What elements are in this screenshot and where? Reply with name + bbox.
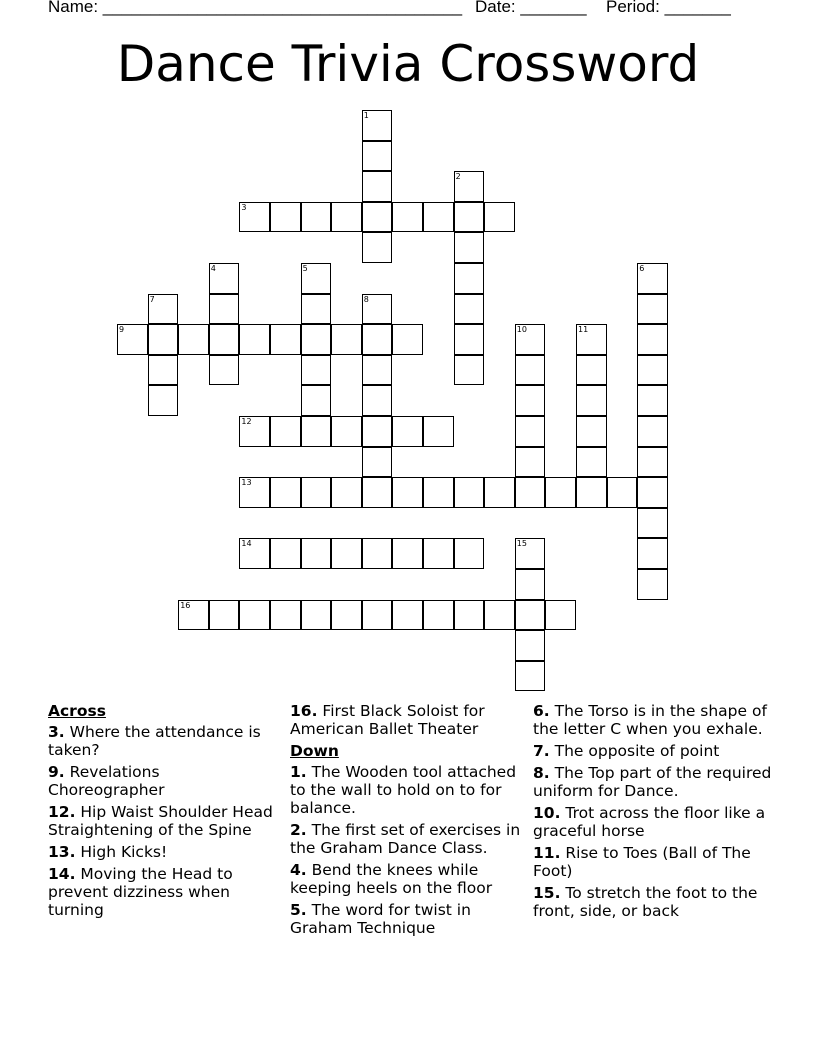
crossword-cell[interactable]: [515, 385, 546, 416]
down-heading: Down: [290, 742, 339, 760]
crossword-cell[interactable]: [454, 324, 485, 355]
page-title: Dance Trivia Crossword: [116, 35, 700, 93]
crossword-cell[interactable]: [331, 416, 362, 447]
date-field[interactable]: Date: _______: [475, 0, 587, 16]
crossword-cell[interactable]: [545, 477, 576, 508]
crossword-cell[interactable]: [576, 477, 607, 508]
crossword-cell[interactable]: [454, 202, 485, 233]
clue-down-6: 6. The Torso is in the shape of the letter C when you exhale.: [533, 702, 767, 738]
cell-number: 4: [210, 264, 216, 273]
crossword-cell[interactable]: [209, 294, 240, 325]
crossword-cell[interactable]: [637, 355, 668, 386]
crossword-cell[interactable]: [301, 600, 332, 631]
crossword-cell[interactable]: [331, 477, 362, 508]
crossword-cell[interactable]: [239, 538, 270, 569]
crossword-cell[interactable]: [515, 324, 546, 355]
crossword-cell[interactable]: [362, 416, 393, 447]
crossword-cell[interactable]: [515, 630, 546, 661]
clue-down-4: 4. Bend the knees while keeping heels on the floor: [290, 861, 493, 897]
crossword-cell[interactable]: [239, 600, 270, 631]
crossword-cell[interactable]: [392, 416, 423, 447]
crossword-cell[interactable]: [331, 324, 362, 355]
cell-number: 5: [302, 264, 308, 273]
cell-number: 10: [516, 325, 527, 335]
crossword-cell[interactable]: [423, 600, 454, 631]
crossword-cell[interactable]: [637, 447, 668, 478]
crossword-cell[interactable]: [423, 416, 454, 447]
crossword-cell[interactable]: [239, 324, 270, 355]
cell-number: 14: [241, 539, 252, 549]
crossword-cell[interactable]: [454, 477, 485, 508]
crossword-cell[interactable]: [148, 355, 179, 386]
crossword-cell[interactable]: [576, 324, 607, 355]
crossword-cell[interactable]: [148, 385, 179, 416]
clue-column-middle: [290, 702, 526, 941]
crossword-cell[interactable]: [362, 355, 393, 386]
crossword-cell[interactable]: [362, 600, 393, 631]
crossword-cell[interactable]: [301, 263, 332, 294]
crossword-cell[interactable]: [362, 538, 393, 569]
cell-number: 2: [455, 172, 461, 182]
crossword-cell[interactable]: [637, 508, 668, 539]
crossword-cell[interactable]: [576, 355, 607, 386]
cell-number: 1: [363, 111, 369, 120]
crossword-cell[interactable]: [454, 355, 485, 386]
crossword-cell[interactable]: [637, 385, 668, 416]
crossword-cell[interactable]: [515, 600, 546, 631]
crossword-cell[interactable]: [301, 202, 332, 233]
crossword-cell[interactable]: [362, 324, 393, 355]
clue-across-14: 14. Moving the Head to prevent dizziness when turning: [48, 865, 233, 919]
crossword-cell[interactable]: [362, 171, 393, 202]
crossword-cell[interactable]: [576, 447, 607, 478]
crossword-cell[interactable]: [484, 600, 515, 631]
crossword-cell[interactable]: [239, 202, 270, 233]
crossword-cell[interactable]: [637, 294, 668, 325]
crossword-cell[interactable]: [423, 538, 454, 569]
crossword-cell[interactable]: [270, 202, 301, 233]
clue-down-1: 1. The Wooden tool attached to the wall to hold on to for balance.: [290, 763, 517, 817]
crossword-cell[interactable]: [392, 538, 423, 569]
across-heading: Across: [48, 702, 106, 720]
crossword-cell[interactable]: [515, 538, 546, 569]
crossword-cell[interactable]: [209, 324, 240, 355]
crossword-cell[interactable]: [454, 600, 485, 631]
crossword-cell[interactable]: [239, 416, 270, 447]
crossword-cell[interactable]: [331, 202, 362, 233]
crossword-cell[interactable]: [392, 202, 423, 233]
crossword-cell[interactable]: [117, 324, 148, 355]
crossword-cell[interactable]: [209, 600, 240, 631]
crossword-cell[interactable]: [148, 324, 179, 355]
crossword-cell[interactable]: [454, 232, 485, 263]
clue-column-right: [533, 702, 773, 924]
crossword-cell[interactable]: [362, 232, 393, 263]
crossword-cell[interactable]: [607, 477, 638, 508]
crossword-cell[interactable]: [392, 324, 423, 355]
crossword-cell[interactable]: [362, 202, 393, 233]
crossword-cell[interactable]: [270, 538, 301, 569]
clue-down-8: 8. The Top part of the required uniform for Dance.: [533, 764, 772, 800]
crossword-cell[interactable]: [515, 661, 546, 692]
crossword-cell[interactable]: [209, 355, 240, 386]
cell-number: 9: [119, 325, 125, 335]
cell-number: 12: [241, 417, 252, 426]
crossword-cell[interactable]: [362, 110, 393, 141]
crossword-cell[interactable]: [301, 416, 332, 447]
crossword-cell[interactable]: [270, 416, 301, 447]
cell-number: 6: [639, 264, 645, 273]
crossword-cell[interactable]: [576, 385, 607, 416]
clue-across-3: 3. Where the attendance is taken?: [48, 723, 261, 759]
crossword-cell[interactable]: [362, 294, 393, 325]
crossword-cell[interactable]: [637, 324, 668, 355]
crossword-cell[interactable]: [454, 171, 485, 202]
crossword-cell[interactable]: [270, 324, 301, 355]
cell-number: 8: [363, 294, 369, 304]
cell-number: 3: [241, 202, 247, 212]
clue-column-left: [48, 702, 273, 923]
crossword-cell[interactable]: [576, 416, 607, 447]
crossword-cell[interactable]: [301, 385, 332, 416]
cell-number: 11: [578, 325, 589, 335]
clue-down-7: 7. The opposite of point: [533, 742, 720, 760]
clue-down-15: 15. To stretch the foot to the front, side, or back: [533, 884, 758, 920]
crossword-cell[interactable]: [301, 477, 332, 508]
crossword-cell[interactable]: [515, 416, 546, 447]
crossword-cell[interactable]: [637, 538, 668, 569]
crossword-cell[interactable]: [301, 355, 332, 386]
clue-across-13: 13. High Kicks!: [48, 843, 168, 861]
crossword-cell[interactable]: [637, 569, 668, 600]
crossword-cell[interactable]: [545, 600, 576, 631]
cell-number: 7: [149, 294, 155, 304]
crossword-cell[interactable]: [331, 600, 362, 631]
cell-number: 16: [180, 600, 191, 610]
period-field[interactable]: Period: _______: [606, 0, 731, 16]
clue-across-12: 12. Hip Waist Shoulder Head Straightening of the Spine: [48, 803, 273, 839]
crossword-cell[interactable]: [209, 263, 240, 294]
crossword-cell[interactable]: [423, 202, 454, 233]
crossword-cell[interactable]: [637, 416, 668, 447]
crossword-cell[interactable]: [362, 141, 393, 172]
crossword-cell[interactable]: [362, 447, 393, 478]
crossword-cell[interactable]: [178, 600, 209, 631]
crossword-cell[interactable]: [484, 477, 515, 508]
crossword-cell[interactable]: [454, 294, 485, 325]
crossword-cell[interactable]: [362, 385, 393, 416]
crossword-cell[interactable]: [515, 355, 546, 386]
crossword-cell[interactable]: [484, 202, 515, 233]
crossword-cell[interactable]: [423, 477, 454, 508]
clue-down-10: 10. Trot across the floor like a graceful horse: [533, 804, 766, 840]
crossword-cell[interactable]: [148, 294, 179, 325]
name-field[interactable]: Name: ______________________________________: [48, 0, 463, 16]
crossword-cell[interactable]: [301, 324, 332, 355]
crossword-cell[interactable]: [301, 294, 332, 325]
crossword-cell[interactable]: [270, 477, 301, 508]
crossword-cell[interactable]: [239, 477, 270, 508]
crossword-cell[interactable]: [270, 600, 301, 631]
clue-down-11: 11. Rise to Toes (Ball of The Foot): [533, 844, 751, 880]
crossword-cell[interactable]: [178, 324, 209, 355]
crossword-cell[interactable]: [637, 263, 668, 294]
crossword-cell[interactable]: [301, 538, 332, 569]
crossword-cell[interactable]: [637, 477, 668, 508]
crossword-cell[interactable]: [515, 477, 546, 508]
clue-across-16: 16. First Black Soloist for American Ballet Theater: [290, 702, 485, 738]
clue-across-9: 9. Revelations Choreographer: [48, 763, 165, 799]
crossword-cell[interactable]: [454, 263, 485, 294]
crossword-cell[interactable]: [515, 447, 546, 478]
crossword-cell[interactable]: [331, 538, 362, 569]
crossword-cell[interactable]: [362, 477, 393, 508]
crossword-cell[interactable]: [515, 569, 546, 600]
crossword-cell[interactable]: [454, 538, 485, 569]
crossword-cell[interactable]: [392, 477, 423, 508]
cell-number: 15: [516, 539, 527, 549]
crossword-cell[interactable]: [392, 600, 423, 631]
clue-down-5: 5. The word for twist in Graham Technique: [290, 901, 471, 937]
clue-down-2: 2. The first set of exercises in the Graham Dance Class.: [290, 821, 521, 857]
cell-number: 13: [241, 478, 252, 488]
